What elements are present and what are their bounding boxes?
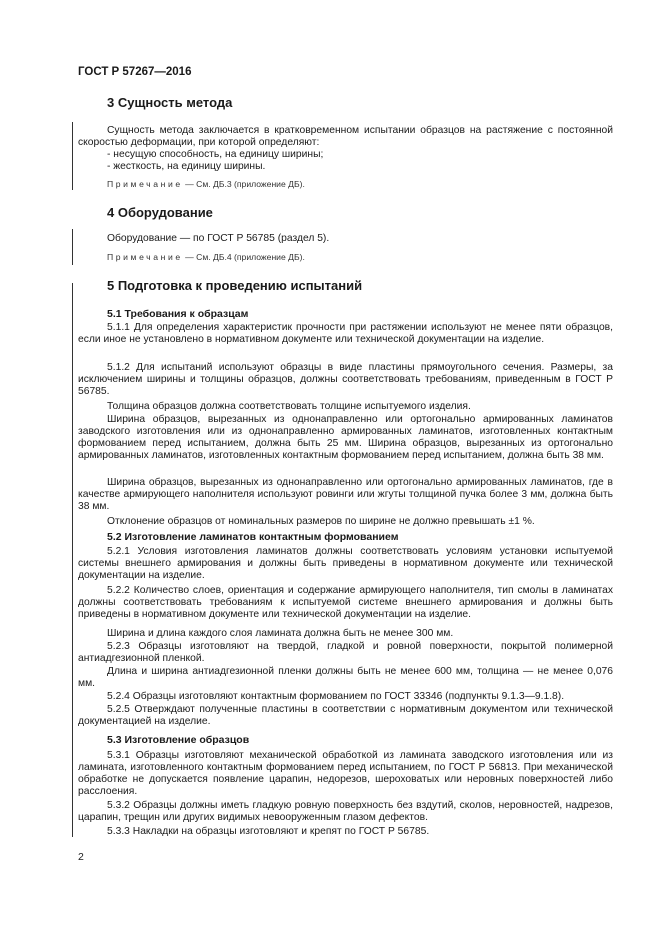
section-5-title: 5 Подготовка к проведению испытаний — [107, 278, 363, 293]
change-bar — [72, 229, 73, 265]
section-4-paragraph: Оборудование — по ГОСТ Р 56785 (раздел 5). — [107, 233, 330, 244]
list-item: - жесткость, на единицу ширины. — [107, 161, 266, 172]
paragraph-film: Длина и ширина антиадгезионной пленки должны быть не менее 600 мм, толщина — не менее 0,076 мм. — [78, 666, 613, 690]
paragraph-5-3-1: 5.3.1 Образцы изготовляют механической обработкой из ламината заводского изготовления или из ламината, изготовленного контактным формованием перед испытанием, по ГОСТ Р 56813. При механической обработке не допускается появление царапин, недорезов, шероховатых или неровных поверхностей либо расслоения. — [78, 750, 613, 798]
section-4-note — [107, 252, 305, 262]
note-label: Примечание — [107, 252, 183, 262]
change-bar — [72, 122, 73, 190]
paragraph-width-1: Ширина образцов, вырезанных из однонаправленно или ортогонально армированных ламинатов заводского изготовления или из однонаправленно армированных ламинатов, изготовленных контактным формованием перед испытанием, должна быть 25 мм. Ширина образцов, вырезанных из ортогонально армированных ламинатов, изготовленных контактным формованием перед испытанием, должна быть 38 мм. — [78, 414, 613, 462]
paragraph-5-2-4: 5.2.4 Образцы изготовляют контактным формованием по ГОСТ 33346 (подпункты 9.1.3—9.1.8). — [107, 691, 565, 702]
standard-designation: ГОСТ Р 57267—2016 — [78, 66, 192, 78]
paragraph-5-3-3: 5.3.3 Накладки на образцы изготовляют и крепят по ГОСТ Р 56785. — [107, 826, 430, 837]
note-text: — См. ДБ.4 (приложение ДБ). — [182, 252, 305, 262]
subsection-5-1-title: 5.1 Требования к образцам — [107, 308, 249, 320]
paragraph-layer-size: Ширина и длина каждого слоя ламината должна быть не менее 300 мм. — [107, 628, 454, 639]
paragraph-deviation: Отклонение образцов от номинальных размеров по ширине не должно превышать ±1 %. — [107, 516, 535, 527]
section-3-paragraph: Сущность метода заключается в кратковременном испытании образцов на растяжение с постоянной скоростью деформации, при которой определяют: — [78, 125, 613, 149]
paragraph-5-3-2: 5.3.2 Образцы должны иметь гладкую ровную поверхность без вздутий, сколов, неровностей, надрезов, царапин, трещин или других видимых невооруженным глазом дефектов. — [78, 800, 613, 824]
change-bar — [72, 283, 73, 837]
paragraph-5-2-2: 5.2.2 Количество слоев, ориентация и содержание армирующего наполнителя, тип смолы в ламинатах должны соответствовать требованиям к испытуемой системе внешнего армирования и должны быть приведены в нормативном документе или технической документации на изделие. — [78, 585, 613, 621]
list-item: - несущую способность, на единицу ширины; — [107, 149, 324, 160]
note-text: — См. ДБ.3 (приложение ДБ). — [182, 179, 305, 189]
paragraph-5-2-3: 5.2.3 Образцы изготовляют на твердой, гладкой и ровной поверхности, покрытой полимерной антиадгезионной пленкой. — [78, 641, 613, 665]
subsection-5-2-title: 5.2 Изготовление ламинатов контактным формованием — [107, 531, 399, 543]
section-4-title: 4 Оборудование — [107, 205, 213, 220]
paragraph-width-2: Ширина образцов, вырезанных из однонаправленно или ортогонально армированных ламинатов, где в качестве армирующего наполнителя используют ровинги или жгуты толщиной пучка более 3 мм, должна быть 38 мм. — [78, 477, 613, 513]
paragraph-5-1-2: 5.1.2 Для испытаний используют образцы в виде пластины прямоугольного сечения. Размеры, за исключением ширины и толщины образцов, должны соответствовать требованиям, приведенным в ГОСТ Р 56785. — [78, 362, 613, 398]
note-label: Примечание — [107, 179, 183, 189]
paragraph-5-2-1: 5.2.1 Условия изготовления ламинатов должны соответствовать условиям установки испытуемой системы внешнего армирования и должны быть приведены в нормативном документе или технической документации на изделие. — [78, 546, 613, 582]
paragraph-thickness: Толщина образцов должна соответствовать толщине испытуемого изделия. — [107, 401, 471, 412]
section-3-title: 3 Сущность метода — [107, 95, 233, 110]
subsection-5-3-title: 5.3 Изготовление образцов — [107, 734, 250, 746]
section-3-note — [107, 179, 305, 189]
paragraph-5-2-5: 5.2.5 Отверждают полученные пластины в соответствии с нормативным документом или технической документацией на изделие. — [78, 704, 613, 728]
paragraph-5-1-1: 5.1.1 Для определения характеристик прочности при растяжении используют не менее пяти образцов, если иное не установлено в нормативном документе или технической документации на изделие. — [78, 322, 613, 346]
page-number: 2 — [78, 851, 84, 863]
